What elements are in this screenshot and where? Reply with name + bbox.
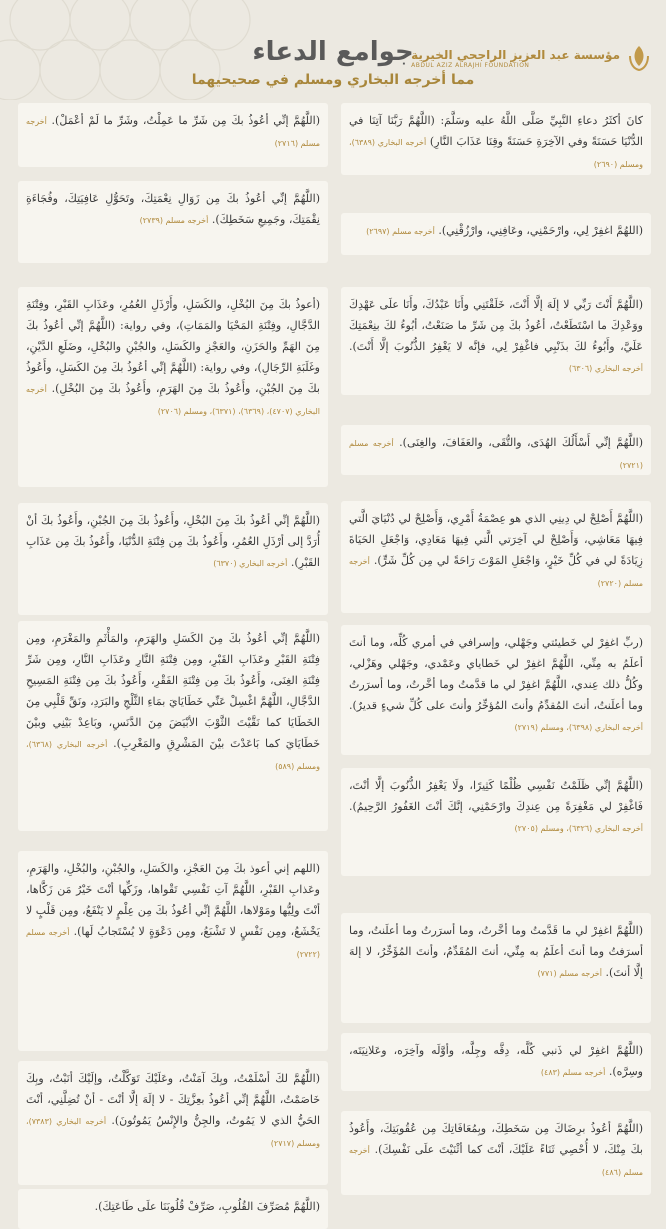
dua-text: (أعوذُ بكَ مِنَ البُخْلِ، والكَسَلِ، وأَرْذَلِ العُمُرِ، وعَذَابِ القَبْرِ، وفِتْنَةِ الدَّجَّالِ، وفِتْنَةِ المَحْيَا والمَمَاتِ)، وفي رواية: (اللَّهُمَّ إنِّي أعُوذُ بكَ مِنَ الهَمِّ والحَزَنِ، والعَجْزِ والكَسَلِ، والجُبْنِ والبُخْلِ، وضَلَعِ الدَّيْنِ، وغَلَبَةِ الرِّجَالِ)، وفي رواية: (اللَّهُمَّ إنِّي أعُوذُ بكَ مِنَ الكَسَلِ، وأَعُوذُ بكَ مِنَ الجُبْنِ، وأَعُوذُ بكَ مِنَ الهَرَمِ، وأَعُوذُ بكَ مِنَ البُخْلِ). <box>26 298 320 395</box>
dua-card <box>341 625 651 755</box>
dua-text: (اللَّهُمَّ إنِّي أعُوذُ بكَ مِنَ البُخْلِ، وأَعُوذُ بكَ مِنَ الجُبْنِ، وأَعُوذُ بكَ أنْ أُرَدَّ إلى أرْذَلِ العُمُرِ، وأَعُوذُ بكَ مِن فِتْنَةِ الدُّنْيَا، وأَعُوذُ بكَ مِن عَذَابِ القَبْرِ). <box>26 514 320 569</box>
dua-text: (اللَّهُمَّ أَصْلِحْ لي دِينِي الذي هو عِصْمَةُ أَمْرِي، وَأَصْلِحْ لي دُنْيَايَ الَّتي فِيهَا مَعَاشِي، وَأَصْلِحْ لي آخِرَتي الَّتي فِيهَا مَعَادِي، وَاجْعَلِ الحَيَاةَ زِيَادَةً لي في كُلِّ خَيْرٍ، وَاجْعَلِ المَوْتَ رَاحَةً لي مِن كُلِّ شَرٍّ). <box>349 512 643 567</box>
dua-card <box>341 103 651 175</box>
dua-reference: أخرجه مسلم (٢٧٢١) <box>349 439 643 470</box>
dua-reference: أخرجه مسلم (٢٧٣٩) <box>139 216 209 225</box>
dua-text: (اللَّهُمَّ اغفِرْ لي ما قَدَّمتُ وما أخَّرتُ، وما أسرَرتُ وما أعلَنتُ، وما أسرَفتُ وما أنتَ أعلَمُ به مِنِّي، أنتَ المُقَدِّمُ، وأنتَ المُؤَخِّرُ، لا إلهَ إلَّا أنتَ). <box>349 924 643 979</box>
dua-card <box>18 181 328 263</box>
logo-arabic-name: مؤسسة عبد العزيز الراجحي الخيرية <box>411 47 620 62</box>
dua-text: (اللَّهُمَّ اغفِرْ لي ذَنبي كُلَّه، دِقَّه وجِلَّه، وأوَّلَه وآخِرَه، وعَلانِيَتَه، وسِرَّه). <box>349 1044 643 1078</box>
dua-card <box>341 768 651 876</box>
dua-reference: أخرجه مسلم (٢٧٢٢) <box>26 928 320 959</box>
dua-card <box>18 287 328 487</box>
dua-text: (اللهُمَّ اغفِرْ لِي، وارْحَمْنِي، وعَافِنِي، وارْزُقْنِي). <box>438 224 643 237</box>
dua-card <box>341 1111 651 1195</box>
dua-text: (اللَّهُمَّ أعُوذُ برِضَاكَ مِن سَخَطِكَ، وبِمُعَافَاتِكَ مِن عُقُوبَتِكَ، وأَعُوذُ بكَ مِنْكَ، لا أُحْصِي ثَنَاءً عَلَيْكَ، أنْتَ كما أثْنَيْتَ علَى نَفْسِكَ). <box>349 1122 643 1156</box>
dua-card <box>18 103 328 167</box>
dua-reference: أخرجه مسلم (٤٨٦) <box>349 1146 643 1177</box>
dua-card <box>18 1061 328 1185</box>
dua-reference: أخرجه البخاري (٦٣٦٨)، ومسلم (٥٨٩) <box>26 740 320 771</box>
dua-card <box>341 213 651 255</box>
header <box>0 0 666 100</box>
logo-english-name: ABDUL AZIZ ALRAJHI FOUNDATION <box>411 61 530 69</box>
page-subtitle: مما أخرجه البخاري ومسلم في صحيحيهما <box>191 72 475 88</box>
dua-reference: أخرجه البخاري (٦٣٩٨)، ومسلم (٢٧١٩) <box>514 723 643 732</box>
dua-card <box>341 425 651 475</box>
page-title: جوامع الدعاء <box>252 37 414 67</box>
dua-reference: أخرجه مسلم (٢٧١٦) <box>26 117 320 148</box>
dua-card <box>18 1189 328 1229</box>
dua-card <box>18 503 328 615</box>
dua-text: (اللَّهُمَّ إنِّي أعُوذُ بكَ مِن زَوَالِ نِعْمَتِكَ، وتَحَوُّلِ عَافِيَتِكَ، وفُجَاءَةِ نِقْمَتِكَ، وجَمِيعِ سَخَطِكَ). <box>26 192 320 226</box>
dua-text: (اللَّهُمَّ إنِّي أعُوذُ بكَ مِن شَرِّ ما عَمِلْتُ، وشَرِّ ما لَمْ أعْمَلْ). <box>51 114 321 127</box>
dua-reference: أخرجه البخاري (٦٣٢٦)، ومسلم (٢٧٠٥) <box>514 824 643 833</box>
dua-reference: أخرجه مسلم (٢٦٩٧) <box>366 227 435 236</box>
dua-text: (ربِّ اغفِرْ لي خَطيئتي وجَهْلي، وإسرافي في أمري كُلِّه، وما أنتَ أعلَمُ به مِنِّي، اللَّهُمَّ اغفِرْ لي خَطاياي وعَمْدي، وجَهْلي وهَزْلي، وكُلُّ ذلك عِندي، اللَّهُمَّ اغفِرْ لي ما قدَّمتُ وما أخَّرتُ، وما أسرَرتُ وما أعلَنتُ، أنتَ المُقدِّمُ وأنتَ المُؤخِّرُ وأنتَ على كُلِّ شيءٍ قديرٌ). <box>349 636 643 712</box>
dua-reference: أخرجه البخاري (٤٧٠٧)، (٦٣٦٩)، (٦٣٧١)، ومسلم (٢٧٠٦) <box>26 385 320 416</box>
dua-card <box>341 913 651 1023</box>
dua-reference: أخرجه البخاري (٦٣٠٦) <box>568 364 643 373</box>
dua-reference: أخرجه البخاري (٧٣٨٣)، ومسلم (٢٧١٧) <box>26 1117 320 1148</box>
dua-reference: أخرجه مسلم (٢٧٢٠) <box>349 557 643 588</box>
dua-text: (اللَّهُمَّ مُصَرِّفَ القُلُوبِ، صَرِّفْ قُلُوبَنَا علَى طَاعَتِكَ). <box>94 1200 320 1213</box>
dua-reference: أخرجه البخاري (٦٣٧٠) <box>213 559 288 568</box>
dua-text: (اللَّهُمَّ إنِّي ظَلَمْتُ نَفْسِي ظُلْمًا كَثِيرًا، ولَا يَغْفِرُ الذُّنُوبَ إلَّا أنْتَ، فَاغْفِرْ لي مَغْفِرَةً مِن عِندِكَ وارْحَمْنِي، إنَّكَ أنْتَ الغَفُورُ الرَّحِيمُ). <box>349 779 643 813</box>
dua-card <box>341 287 651 395</box>
dua-text: (اللَّهُمَّ أَنْتَ رَبِّي لا إلَهَ إلَّا أَنْتَ، خَلَقْتَنِي وأَنَا عَبْدُكَ، وأَنَا علَى عَهْدِكَ ووَعْدِكَ ما اسْتَطَعْتُ، أعُوذُ بكَ مِن شَرِّ ما صَنَعْتُ، أبُوءُ لكَ بنِعْمَتِكَ عَلَيَّ، وأَبُوءُ لكَ بذَنْبِي فاغْفِرْ لِي، فإنَّه لا يَغْفِرُ الذُّنُوبَ إلَّا أَنْتَ). <box>349 298 643 353</box>
dua-card <box>18 851 328 1051</box>
dua-reference: أخرجه مسلم (٤٨٣) <box>540 1068 606 1077</box>
dua-text: (اللَّهُمَّ لكَ أسْلَمْتُ، وبِكَ آمَنْتُ، وعَلَيْكَ تَوَكَّلْتُ، وإلَيْكَ أنَبْتُ، وبِكَ خَاصَمْتُ، اللَّهُمَّ إنِّي أعُوذُ بعِزَّتِكَ - لا إلَهَ إلَّا أنْتَ - أنْ تُضِلَّنِي، أنْتَ الحَيُّ الذي لا يَمُوتُ، والجِنُّ والإِنْسُ يَمُوتُونَ). <box>26 1072 320 1127</box>
dua-reference: أخرجه مسلم (٧٧١) <box>537 969 602 978</box>
dua-text: (اللَّهُمَّ إنِّي أعُوذُ بكَ مِنَ الكَسَلِ والهَرَمِ، والمَأْثَمِ والمَغْرَمِ، ومِن فِتْنَةِ القَبْرِ وعَذَابِ القَبْرِ، ومِن فِتْنَةِ النَّارِ وعَذَابِ النَّارِ، ومِن شَرِّ فِتْنَةِ الغِنَى، وأَعُوذُ بكَ مِن فِتْنَةِ الفَقْرِ، وأَعُوذُ بكَ مِن فِتْنَةِ المَسِيحِ الدَّجَّالِ، اللَّهُمَّ اغْسِلْ عَنِّي خَطَايَايَ بمَاءِ الثَّلْجِ والبَرَدِ، ونَقِّ قَلْبِي مِنَ الخَطَايَا كما نَقَّيْتَ الثَّوْبَ الأبْيَضَ مِنَ الدَّنَسِ، وبَاعِدْ بَيْنِي وبيْنَ خَطَايَايَ كما بَاعَدْتَ بيْنَ المَشْرِقِ والمَغْرِبِ). <box>26 632 320 750</box>
dua-card <box>341 501 651 613</box>
dua-card <box>18 621 328 831</box>
dua-card <box>341 1033 651 1091</box>
dua-text: (اللَّهُمَّ إنِّي أَسْأَلُكَ الهُدَى، والتُّقَى، والعَفَافَ، والغِنَى). <box>399 436 643 449</box>
dua-text: (اللهم إني أعوذ بكَ مِنَ العَجْزِ، والكَسَلِ، والجُبْنِ، والبُخْلِ، والهَرَمِ، وعَذابِ القَبْرِ، اللَّهُمَّ آتِ نَفْسِي تَقْواها، وزَكِّها أنْتَ خَيْرُ مَن زَكَّاها، أنْتَ ولِيُّها ومَوْلاها، اللَّهُمَّ إنِّي أعُوذُ بكَ مِن عِلْمٍ لا يَنْفَعُ، ومِن قَلْبٍ لا يَخْشَعُ، ومِن نَفْسٍ لا تَشْبَعُ، ومِن دَعْوَةٍ لا يُسْتَجابُ لَها). <box>26 862 320 938</box>
dua-text: كانَ أكثَرُ دعاءِ النَّبِيِّ صَلَّى اللَّهُ عليه وسَلَّمَ: (اللَّهُمَّ رَبَّنَا آتِنَا في الدُّنْيَا حَسَنَةً وفي الآخِرَةِ حَسَنَةً وقِنَا عَذَابَ النَّارِ) <box>349 114 643 148</box>
dua-reference: أخرجه البخاري (٦٣٨٩)، ومسلم (٢٦٩٠) <box>349 138 643 169</box>
